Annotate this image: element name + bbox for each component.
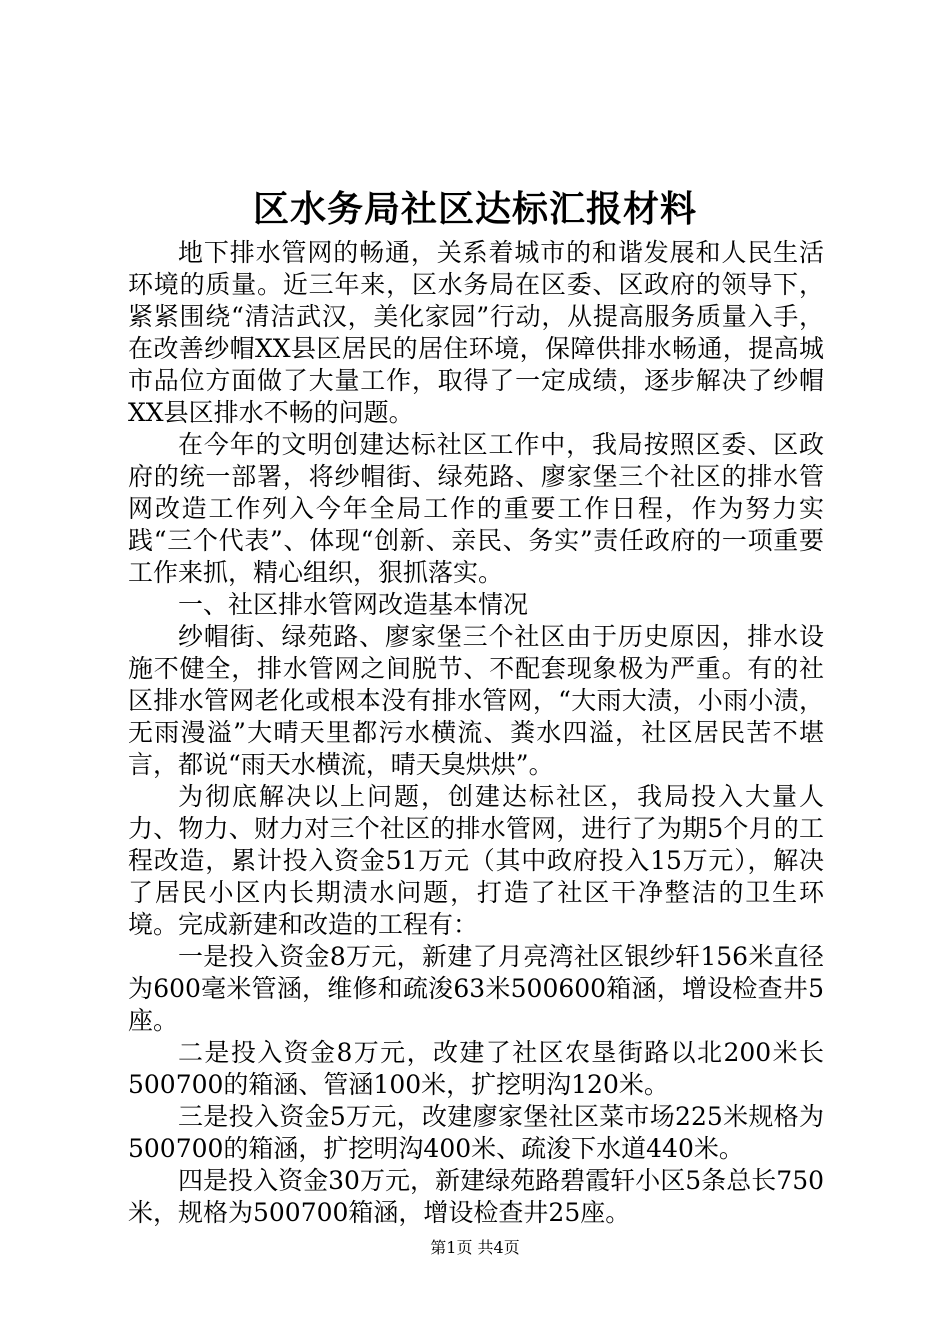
paragraph-project-4: 四是投入资金30万元，新建绿苑路碧霞轩小区5条总长750米，规格为500700箱涵，增设检查井25座。 — [128, 1166, 824, 1227]
paragraph-deployment: 在今年的文明创建达标社区工作中，我局按照区委、区政府的统一部署，将纱帽街、绿苑路、廖家堡三个社区的排水管网改造工作列入今年全局工作的重要工作日程，作为努力实践“三个代表”、体现“创新、亲民、务实”责任政府的一项重要工作来抓，精心组织，狠抓落实。 — [128, 430, 824, 587]
paragraph-background: 纱帽街、绿苑路、廖家堡三个社区由于历史原因，排水设施不健全，排水管网之间脱节、不配套现象极为严重。有的社区排水管网老化或根本没有排水管网，“大雨大渍，小雨小渍，无雨漫溢”大晴天里都污水横流、粪水四溢，社区居民苦不堪言，都说“雨天水横流，晴天臭烘烘”。 — [128, 622, 824, 779]
page-footer: 第1页 共4页 — [430, 1238, 520, 1257]
paragraph-project-3: 三是投入资金5万元，改建廖家堡社区菜市场225米规格为500700的箱涵，扩挖明沟400米、疏浚下水道440米。 — [128, 1102, 824, 1163]
paragraph-project-1: 一是投入资金8万元，新建了月亮湾社区银纱轩156米直径为600毫米管涵，维修和疏浚63米500600箱涵，增设检查井5座。 — [128, 942, 824, 1035]
paragraph-project-2: 二是投入资金8万元，改建了社区农垦街路以北200米长500700的箱涵、管涵100米，扩挖明沟120米。 — [128, 1038, 824, 1099]
section-heading: 一、社区排水管网改造基本情况 — [178, 590, 529, 619]
paragraph-investment: 为彻底解决以上问题，创建达标社区，我局投入大量人力、物力、财力对三个社区的排水管网，进行了为期5个月的工程改造，累计投入资金51万元（其中政府投入15万元），解决了居民小区内长期渍水问题，打造了社区干净整洁的卫生环境。完成新建和改造的工程有： — [128, 782, 824, 939]
document-body — [128, 237, 824, 1229]
paragraph-intro: 地下排水管网的畅通，关系着城市的和谐发展和人民生活环境的质量。近三年来，区水务局在区委、区政府的领导下，紧紧围绕“清洁武汉，美化家园”行动，从提高服务质量入手，在改善纱帽XX县区居民的居住环境，保障供排水畅通，提高城市品位方面做了大量工作，取得了一定成绩，逐步解决了纱帽XX县区排水不畅的问题。 — [128, 238, 824, 427]
document-title: 区水务局社区达标汇报材料 — [252, 188, 697, 230]
